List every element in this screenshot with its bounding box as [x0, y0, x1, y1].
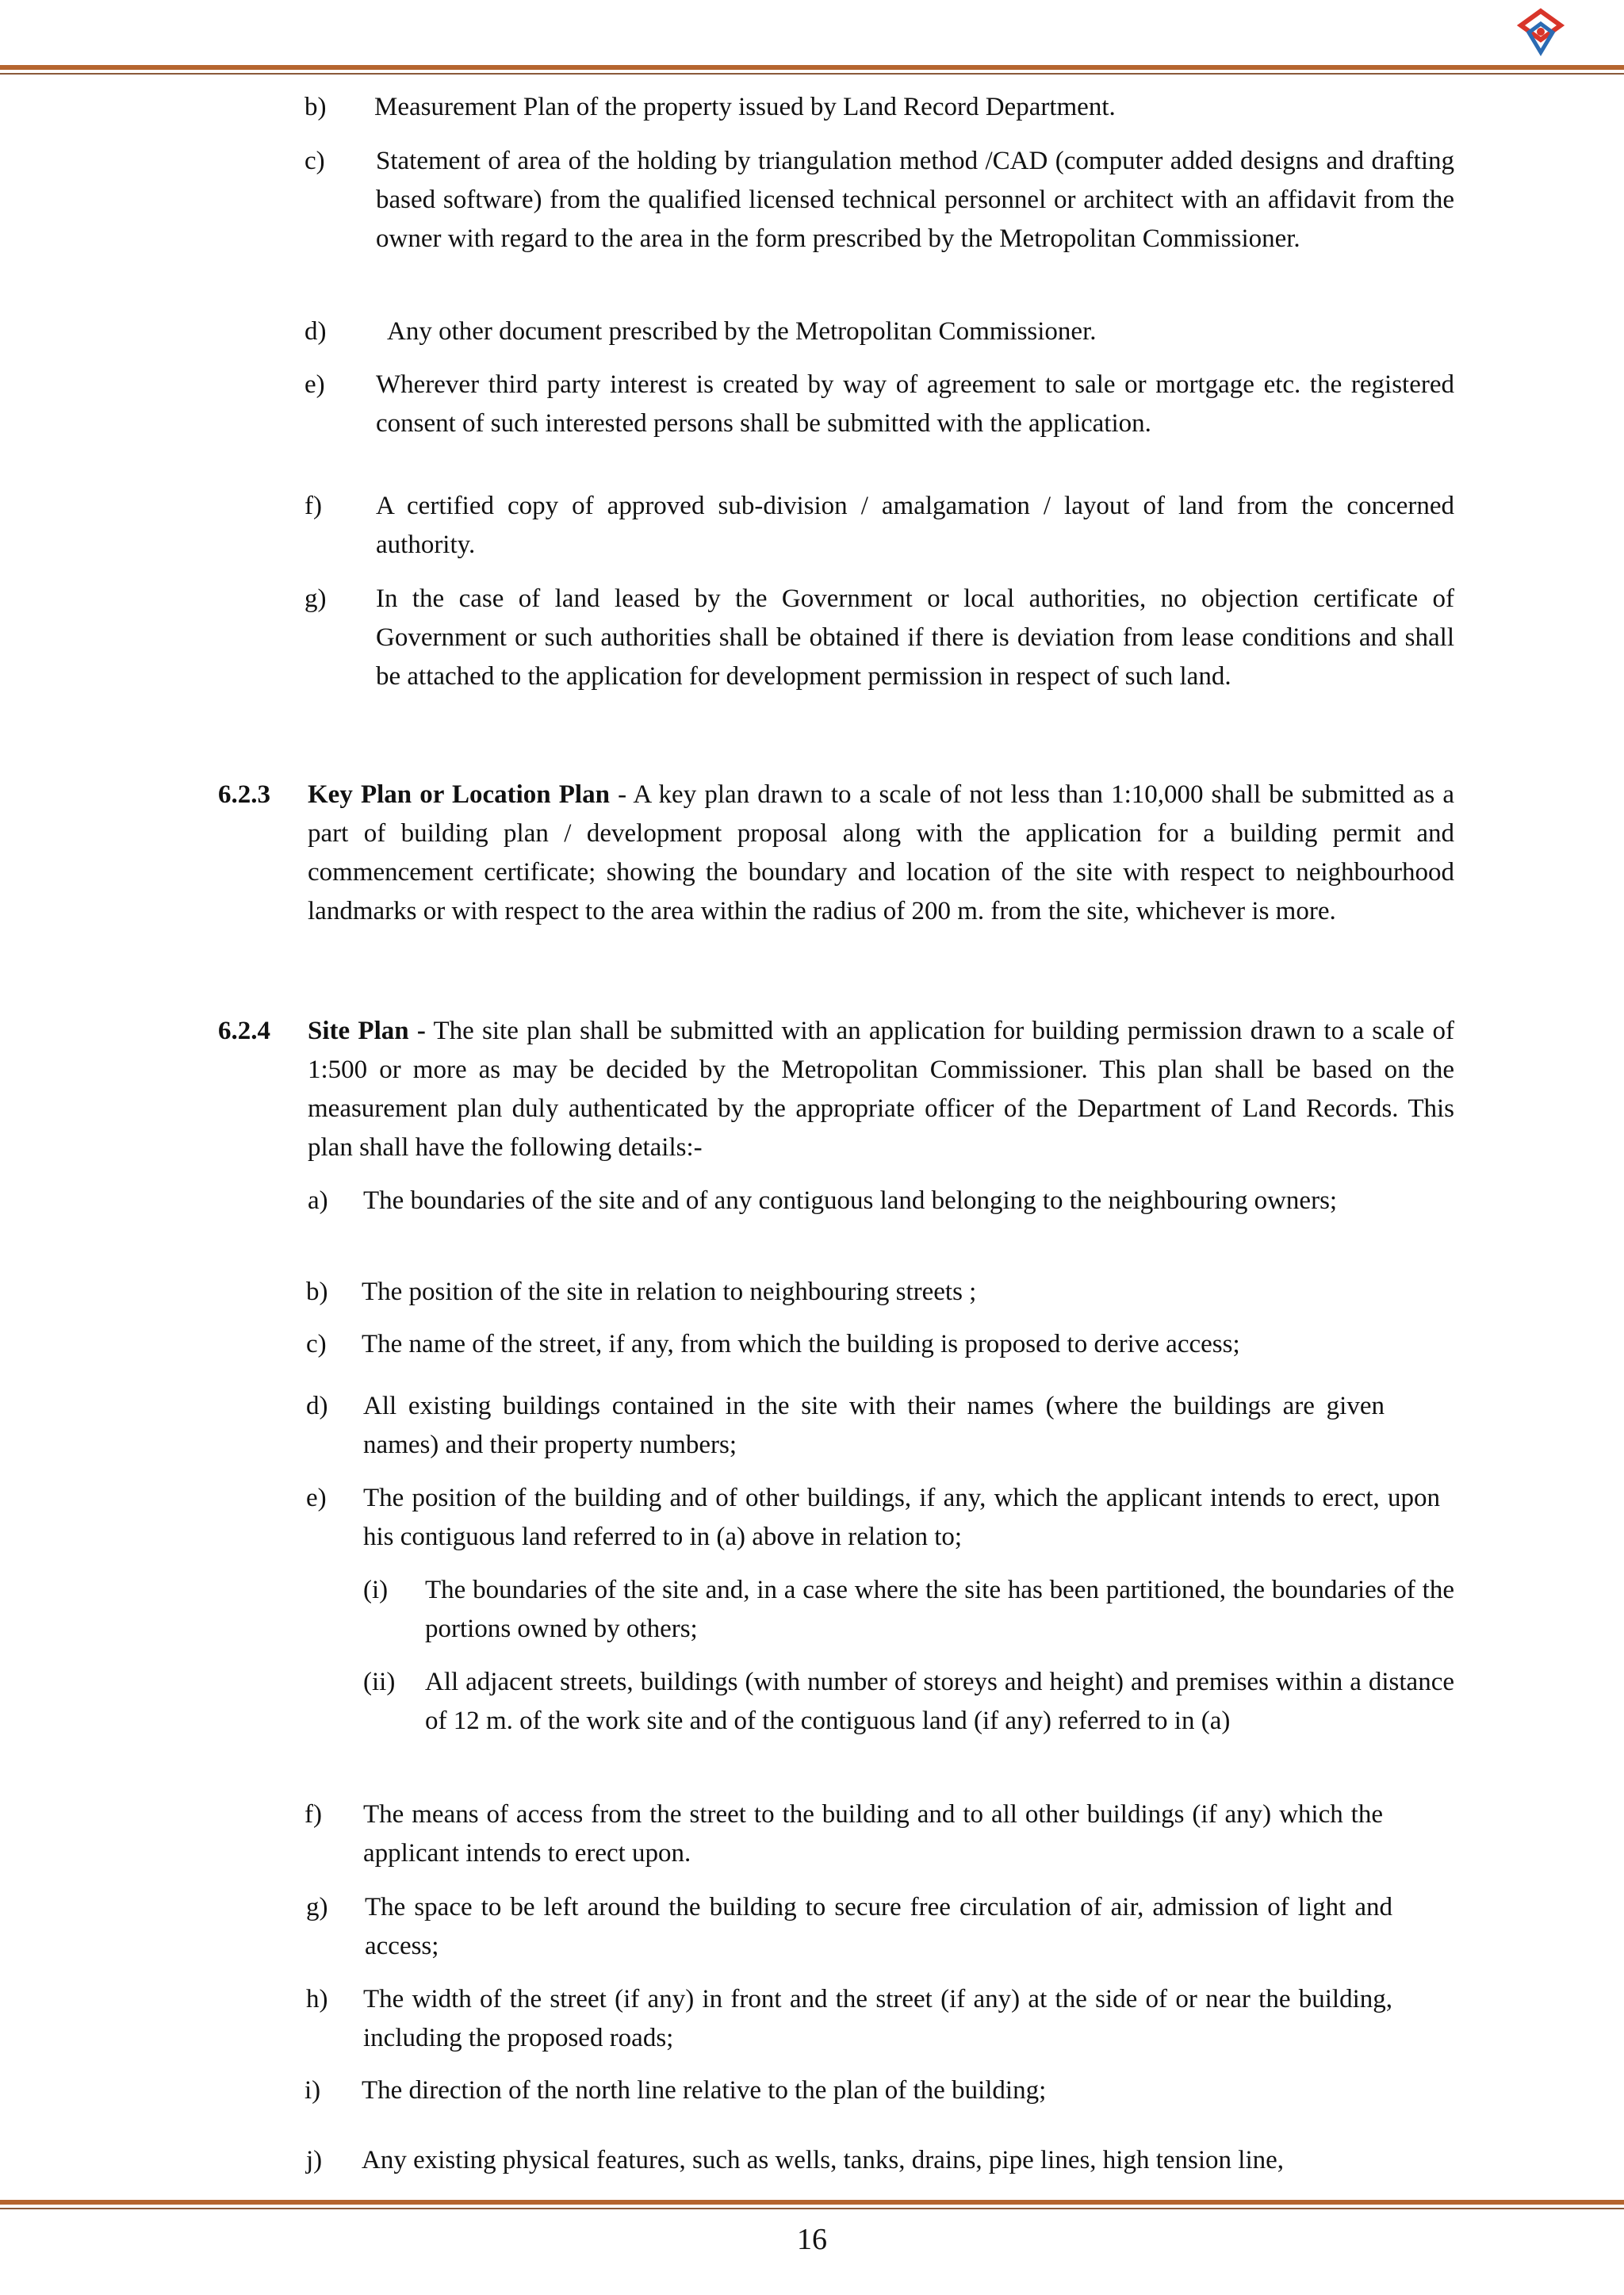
list-item [304, 366, 1454, 443]
section-number: 6.2.4 [218, 1017, 270, 1045]
list-item-text: Measurement Plan of the property issued by Land Record Department. [374, 93, 1116, 121]
list-marker: a) [308, 1186, 328, 1215]
list-marker: f) [304, 492, 322, 520]
footer-rule [0, 2200, 1624, 2205]
list-item [306, 1479, 1440, 1557]
list-item-text: The boundaries of the site and of any contiguous land belonging to the neighbouring owners; [363, 1186, 1338, 1215]
list-marker: (i) [363, 1576, 389, 1604]
list-item-text: The means of access from the street to the building and to all other buildings (if any) which the applicant intends to erect upon. [363, 1800, 1383, 1868]
list-marker: e) [304, 370, 325, 399]
list-item-text: Any existing physical features, such as wells, tanks, drains, pipe lines, high tension line, [362, 2146, 1285, 2174]
list-marker: f) [304, 1800, 322, 1829]
section-6-2-3 [218, 776, 1454, 931]
list-item-text: All adjacent streets, buildings (with number of storeys and height) and premises within a distance of 12 m. of the work site and of the contiguous land (if any) referred to in (a) [425, 1668, 1454, 1735]
planning-logo-icon [1516, 8, 1565, 65]
list-item [363, 1663, 1454, 1741]
list-item-text: Statement of area of the holding by triangulation method /CAD (computer added designs and drafting based software) from the qualified licensed technical personnel or architect with an affidavit from the owner with regard to the area in the form prescribed by the Metropolitan Commissioner. [376, 147, 1454, 253]
list-marker: c) [306, 1330, 327, 1358]
footer-rule-thin [0, 2208, 1624, 2209]
header-rule-thin [0, 73, 1624, 75]
list-item [363, 1571, 1454, 1649]
list-item-text: Wherever third party interest is created by way of agreement to sale or mortgage etc. the registered consent of such interested persons shall be submitted with the application. [376, 370, 1454, 438]
list-item-text: The space to be left around the building to secure free circulation of air, admission of light and access; [365, 1893, 1392, 1960]
list-item [306, 1325, 1416, 1364]
list-item [304, 487, 1454, 565]
list-item-text: A certified copy of approved sub-division / amalgamation / layout of land from the concerned authority. [376, 492, 1454, 559]
section-heading: Site Plan - [308, 1017, 426, 1045]
list-item [304, 580, 1454, 696]
list-marker: g) [304, 584, 327, 613]
list-marker: b) [306, 1278, 328, 1306]
list-item [306, 1273, 1385, 1312]
list-item [306, 2141, 1440, 2180]
list-marker: i) [304, 2076, 321, 2105]
list-item [304, 88, 1454, 127]
list-item-text: In the case of land leased by the Government or local authorities, no objection certificate of Government or such authorities shall be obtained if there is deviation from lease conditions and shall be attached to the application for development permission in respect of such land. [376, 584, 1454, 691]
list-marker: e) [306, 1484, 327, 1512]
section-6-2-4 [218, 1012, 1455, 1167]
header-rule [0, 65, 1624, 70]
section-number: 6.2.3 [218, 780, 270, 809]
section-heading: Key Plan or Location Plan [308, 780, 610, 809]
section-text: The site plan shall be submitted with an application for building permission drawn to a scale of 1:500 or more as may be decided by the Metropolitan Commissioner. This plan shall be based on the measurement plan duly authenticated by the appropriate officer of the Department of Land Records. This plan shall have the following details:- [308, 1017, 1455, 1162]
list-item-text: The position of the site in relation to neighbouring streets ; [362, 1278, 977, 1306]
list-marker: d) [306, 1392, 328, 1420]
page-number: 16 [797, 2223, 827, 2256]
list-item-text: The direction of the north line relative to the plan of the building; [362, 2076, 1047, 2105]
list-item [304, 312, 1454, 351]
list-marker: h) [306, 1985, 328, 2013]
list-marker: d) [304, 317, 327, 346]
list-marker: (ii) [363, 1668, 396, 1696]
list-item-text: Any other document prescribed by the Metropolitan Commissioner. [387, 317, 1097, 346]
list-item [308, 1182, 1386, 1220]
list-marker: g) [306, 1893, 328, 1921]
list-item-text: The boundaries of the site and, in a case where the site has been partitioned, the boundaries of the portions owned by others; [425, 1576, 1454, 1643]
list-marker: j) [306, 2146, 323, 2174]
list-item [304, 142, 1454, 259]
list-item [304, 1795, 1383, 1873]
list-item [306, 1888, 1392, 1966]
list-item-text: The position of the building and of other buildings, if any, which the applicant intends to erect, upon his contiguous land referred to in (a) above in relation to; [363, 1484, 1440, 1551]
list-item [306, 1980, 1392, 2058]
list-item [306, 1387, 1385, 1465]
list-item-text: All existing buildings contained in the site with their names (where the buildings are given names) and their property numbers; [363, 1392, 1385, 1459]
list-marker: b) [304, 93, 327, 121]
list-item [304, 2071, 1415, 2110]
section-text: - A key plan drawn to a scale of not less than 1:10,000 shall be submitted as a part of building plan / development proposal along with the application for a building permit and commencement certificate; showing the boundary and location of the site with respect to neighbourhood landmarks or with respect to the area within the radius of 200 m. from the site, whichever is more. [308, 780, 1454, 925]
list-item-text: The name of the street, if any, from which the building is proposed to derive access; [362, 1330, 1240, 1358]
list-marker: c) [304, 147, 325, 175]
list-item-text: The width of the street (if any) in front and the street (if any) at the side of or near the building, including the proposed roads; [363, 1985, 1392, 2052]
